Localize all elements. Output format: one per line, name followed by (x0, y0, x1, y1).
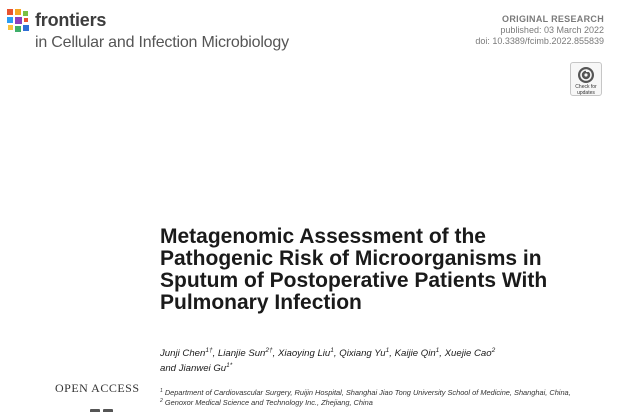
affiliation-1 (160, 388, 571, 397)
author-superscript: 1 (435, 347, 440, 354)
article-meta (475, 14, 604, 47)
check-updates-label: Check for updates (575, 84, 597, 96)
author-list: Junji Chen$^{1\dagger}$, Lianjie Sun$^{2\dagger}$, Xiaoying Liu$^1$, Qixiang Yu$^1$, Kaijie Qin$^1$, Xuejie Cao$^2$ and Jianwei $Gu^{1*}$ (160, 347, 496, 374)
author-superscript: 1* (226, 362, 233, 369)
published-date: published: 03 March 2022 (500, 25, 604, 35)
affiliation-number: 1 (160, 388, 163, 394)
author-superscript: 2 (491, 347, 496, 354)
author-name[interactable]: Qixiang Yu (339, 348, 386, 359)
author-superscript: 1 (330, 347, 334, 354)
author-name[interactable]: Jianwei Gu (178, 363, 227, 374)
article-type: ORIGINAL RESEARCH (502, 14, 604, 24)
author-superscript: 1 (385, 347, 390, 354)
affiliation-number: 2 (160, 398, 163, 404)
affiliation-2 (160, 398, 373, 407)
doi-link[interactable]: doi: 10.3389/fcimb.2022.855839 (475, 36, 604, 46)
journal-name: in Cellular and Infection Microbiology (35, 34, 289, 51)
check-for-updates-button[interactable] (570, 62, 602, 96)
article-title: Metagenomic Assessment of the Pathogenic Risk of Microorganisms in Sputum of Postoperative Patients With Pulmonary Infection (160, 225, 548, 314)
journal-logo[interactable] (6, 6, 306, 50)
author-name[interactable]: Xiaoying Liu (277, 348, 331, 359)
affiliation-text: Genoxor Medical Science and Technology Inc., Zhejiang, China (164, 398, 373, 407)
author-superscript: 2† (265, 347, 273, 354)
frontiers-logo-icon (6, 8, 32, 34)
publisher-name: frontiers (35, 10, 107, 30)
open-access-label: OPEN ACCESS (55, 381, 140, 395)
affiliation-text: Department of Cardiovascular Surgery, Ruijin Hospital, Shanghai Jiao Tong University School of Medicine, Shanghai, China, (164, 388, 571, 397)
author-superscript: 1† (205, 347, 213, 354)
check-updates-icon (577, 66, 595, 84)
author-name[interactable]: Lianjie Sun (217, 348, 266, 359)
author-name[interactable]: Junji Chen (160, 348, 206, 359)
truncated-text (90, 404, 130, 412)
author-name[interactable]: Kaijie Qin (394, 348, 436, 359)
author-name[interactable]: Xuejie Cao (444, 348, 492, 359)
